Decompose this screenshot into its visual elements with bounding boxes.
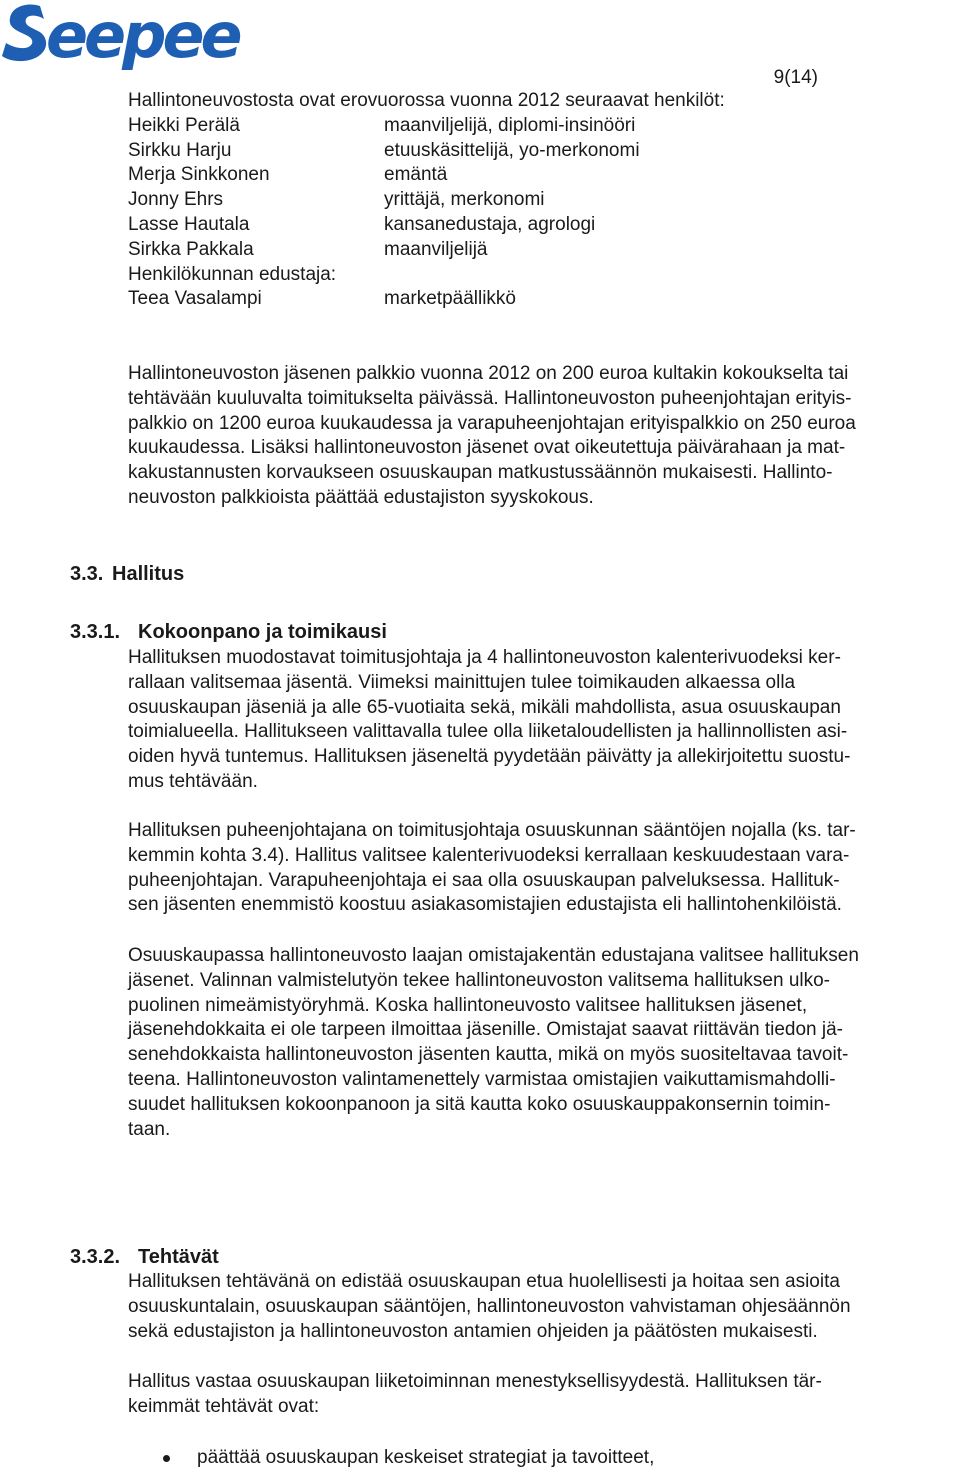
text-line: puheenjohtajan. Varapuheenjohtaja ei saa olla osuuskaupan palveluksessa. Hallituk- bbox=[128, 869, 840, 891]
text-line: sen jäsenten enemmistö koostuu asiakasomistajien edustajista eli hallintohenkilöistä. bbox=[128, 894, 842, 916]
kokoonpano-paragraph-2 bbox=[128, 819, 960, 918]
text-line: rallaan valitsemaa jäsentä. Viimeksi mainittujen tulee toimikauden alkaessa olla bbox=[128, 671, 796, 693]
tehtavat-paragraph-2 bbox=[128, 1370, 960, 1420]
member-row bbox=[128, 287, 848, 312]
bullet-icon bbox=[163, 1455, 170, 1462]
member-row bbox=[128, 238, 848, 263]
kokoonpano-paragraph-1 bbox=[128, 646, 960, 795]
text-line: taan. bbox=[128, 1118, 171, 1140]
text-line: Hallitus vastaa osuuskaupan liiketoiminnan menestyksellisyydestä. Hallituksen tär- bbox=[128, 1371, 822, 1392]
section-number: 3.3. bbox=[70, 563, 104, 585]
text-line: Osuuskaupassa hallintoneuvosto laajan omistajakentän edustajana valitsee hallituksen bbox=[128, 945, 859, 966]
member-row bbox=[128, 114, 848, 139]
text-line: mus tehtävään. bbox=[128, 770, 258, 792]
member-name: Jonny Ehrs bbox=[128, 189, 224, 211]
member-name: Heikki Perälä bbox=[128, 114, 240, 136]
text-line: kemmin kohta 3.4). Hallitus valitsee kalenterivuodeksi kerrallaan keskuudestaan vara- bbox=[128, 844, 850, 866]
logo-wordmark: eepee bbox=[46, 0, 239, 70]
text-line: osuuskuntalain, osuuskaupan sääntöjen, hallintoneuvoston vahvistaman ohjesäännön bbox=[128, 1295, 851, 1317]
text-line: Hallituksen tehtävänä on edistää osuuskaupan etua huolellisesti ja hoitaa sen asioita bbox=[128, 1271, 840, 1292]
text-line: Hallituksen muodostavat toimitusjohtaja ja 4 hallintoneuvoston kalenterivuodeksi ker- bbox=[128, 647, 841, 668]
text-line: senehdokkaista hallintoneuvoston jäsenten kautta, mikä on myös suositeltavaa tavoit- bbox=[128, 1044, 849, 1066]
list-item-text: päättää osuuskaupan keskeiset strategiat ja tavoitteet, bbox=[197, 1447, 655, 1468]
section-number: 3.3.2. bbox=[70, 1246, 121, 1268]
section-title: Kokoonpano ja toimikausi bbox=[138, 621, 387, 643]
list-item bbox=[128, 1446, 928, 1471]
member-row bbox=[128, 263, 848, 288]
member-role: yrittäjä, merkonomi bbox=[384, 189, 545, 211]
text-line: keimmät tehtävät ovat: bbox=[128, 1395, 320, 1417]
text-line: puolinen nimeämistyöryhmä. Koska hallintoneuvosto valitsee hallituksen jäsenet, bbox=[128, 994, 808, 1016]
text-line: teena. Hallintoneuvoston valintamenettely varmistaa omistajien vaikuttamismahdolli- bbox=[128, 1068, 836, 1090]
fee-paragraph bbox=[128, 362, 960, 511]
tehtavat-bullet-list bbox=[128, 1446, 928, 1471]
member-name: Teea Vasalampi bbox=[128, 288, 262, 310]
section-title: Hallitus bbox=[112, 563, 185, 585]
member-row bbox=[128, 139, 848, 164]
section-heading-hallitus bbox=[70, 561, 184, 587]
text-line: toimialueella. Hallitukseen valittavalla tulee olla liiketaloudellisten ja hallinnollisten asi- bbox=[128, 721, 848, 743]
text-line: neuvoston palkkioista päättää edustajiston syyskokous. bbox=[128, 486, 594, 508]
member-name: Sirkku Harju bbox=[128, 139, 232, 161]
text-line: kakustannusten korvaukseen osuuskaupan matkustussäännön mukaisesti. Hallinto- bbox=[128, 462, 833, 484]
page-number: 9(14) bbox=[773, 67, 818, 88]
text-line: palkkio on 1200 euroa kuukaudessa ja varapuheenjohtajan erityispalkkio on 250 euroa bbox=[128, 412, 856, 434]
text-line: kuukaudessa. Lisäksi hallintoneuvoston jäsenet ovat oikeutettuja päivärahaan ja mat- bbox=[128, 437, 846, 459]
council-members-list bbox=[128, 89, 848, 312]
member-row bbox=[128, 163, 848, 188]
kokoonpano-paragraph-3 bbox=[128, 944, 960, 1142]
member-row bbox=[128, 188, 848, 213]
tehtavat-paragraph-1 bbox=[128, 1270, 960, 1344]
text-line: jäsenehdokkaita ei ole tarpeen ilmoittaa jäsenille. Omistajat saavat riittävän tiedon jä- bbox=[128, 1019, 844, 1041]
text-line: tehtävään kuuluvalta toimitukselta päivässä. Hallintoneuvoston puheenjohtajan erityis- bbox=[128, 387, 852, 409]
member-role: etuuskäsittelijä, yo-merkonomi bbox=[384, 139, 640, 161]
member-name: Sirkka Pakkala bbox=[128, 238, 254, 260]
section-heading-kokoonpano bbox=[70, 619, 387, 645]
member-role: emäntä bbox=[384, 164, 448, 186]
seepee-logo bbox=[0, 0, 300, 70]
member-role: kansanedustaja, agrologi bbox=[384, 213, 596, 235]
text-line: osuuskaupan jäseniä ja alle 65-vuotiaita sekä, mikäli mahdollista, asua osuuskaupan bbox=[128, 696, 841, 718]
member-role: maanviljelijä, diplomi-insinööri bbox=[384, 114, 636, 136]
member-role: maanviljelijä bbox=[384, 238, 488, 260]
member-role: marketpäällikkö bbox=[384, 288, 516, 310]
member-row bbox=[128, 213, 848, 238]
council-intro: Hallintoneuvostosta ovat erovuorossa vuonna 2012 seuraavat henkilöt: bbox=[128, 90, 725, 111]
member-name: Henkilökunnan edustaja: bbox=[128, 263, 337, 285]
text-line: Hallintoneuvoston jäsenen palkkio vuonna 2012 on 200 euroa kultakin kokoukselta tai bbox=[128, 363, 849, 384]
text-line: oiden hyvä tuntemus. Hallituksen jäseneltä pyydetään päivätty ja allekirjoitettu suostu- bbox=[128, 746, 851, 768]
member-name: Lasse Hautala bbox=[128, 213, 250, 235]
member-name: Merja Sinkkonen bbox=[128, 164, 270, 186]
section-heading-tehtavat bbox=[70, 1244, 219, 1270]
section-title: Tehtävät bbox=[138, 1246, 219, 1268]
text-line: Hallituksen puheenjohtajana on toimitusjohtaja osuuskunnan sääntöjen nojalla (ks. tar- bbox=[128, 820, 856, 841]
text-line: jäsenet. Valinnan valmistelutyön tekee hallintoneuvoston valitsema hallituksen ulko- bbox=[128, 969, 830, 991]
section-number: 3.3.1. bbox=[70, 621, 121, 643]
text-line: sekä edustajiston ja hallintoneuvoston antamien ohjeiden ja päätösten mukaisesti. bbox=[128, 1320, 818, 1342]
text-line: suudet hallituksen kokoonpanoon ja sitä kautta koko osuuskauppakonsernin toimin- bbox=[128, 1093, 831, 1115]
